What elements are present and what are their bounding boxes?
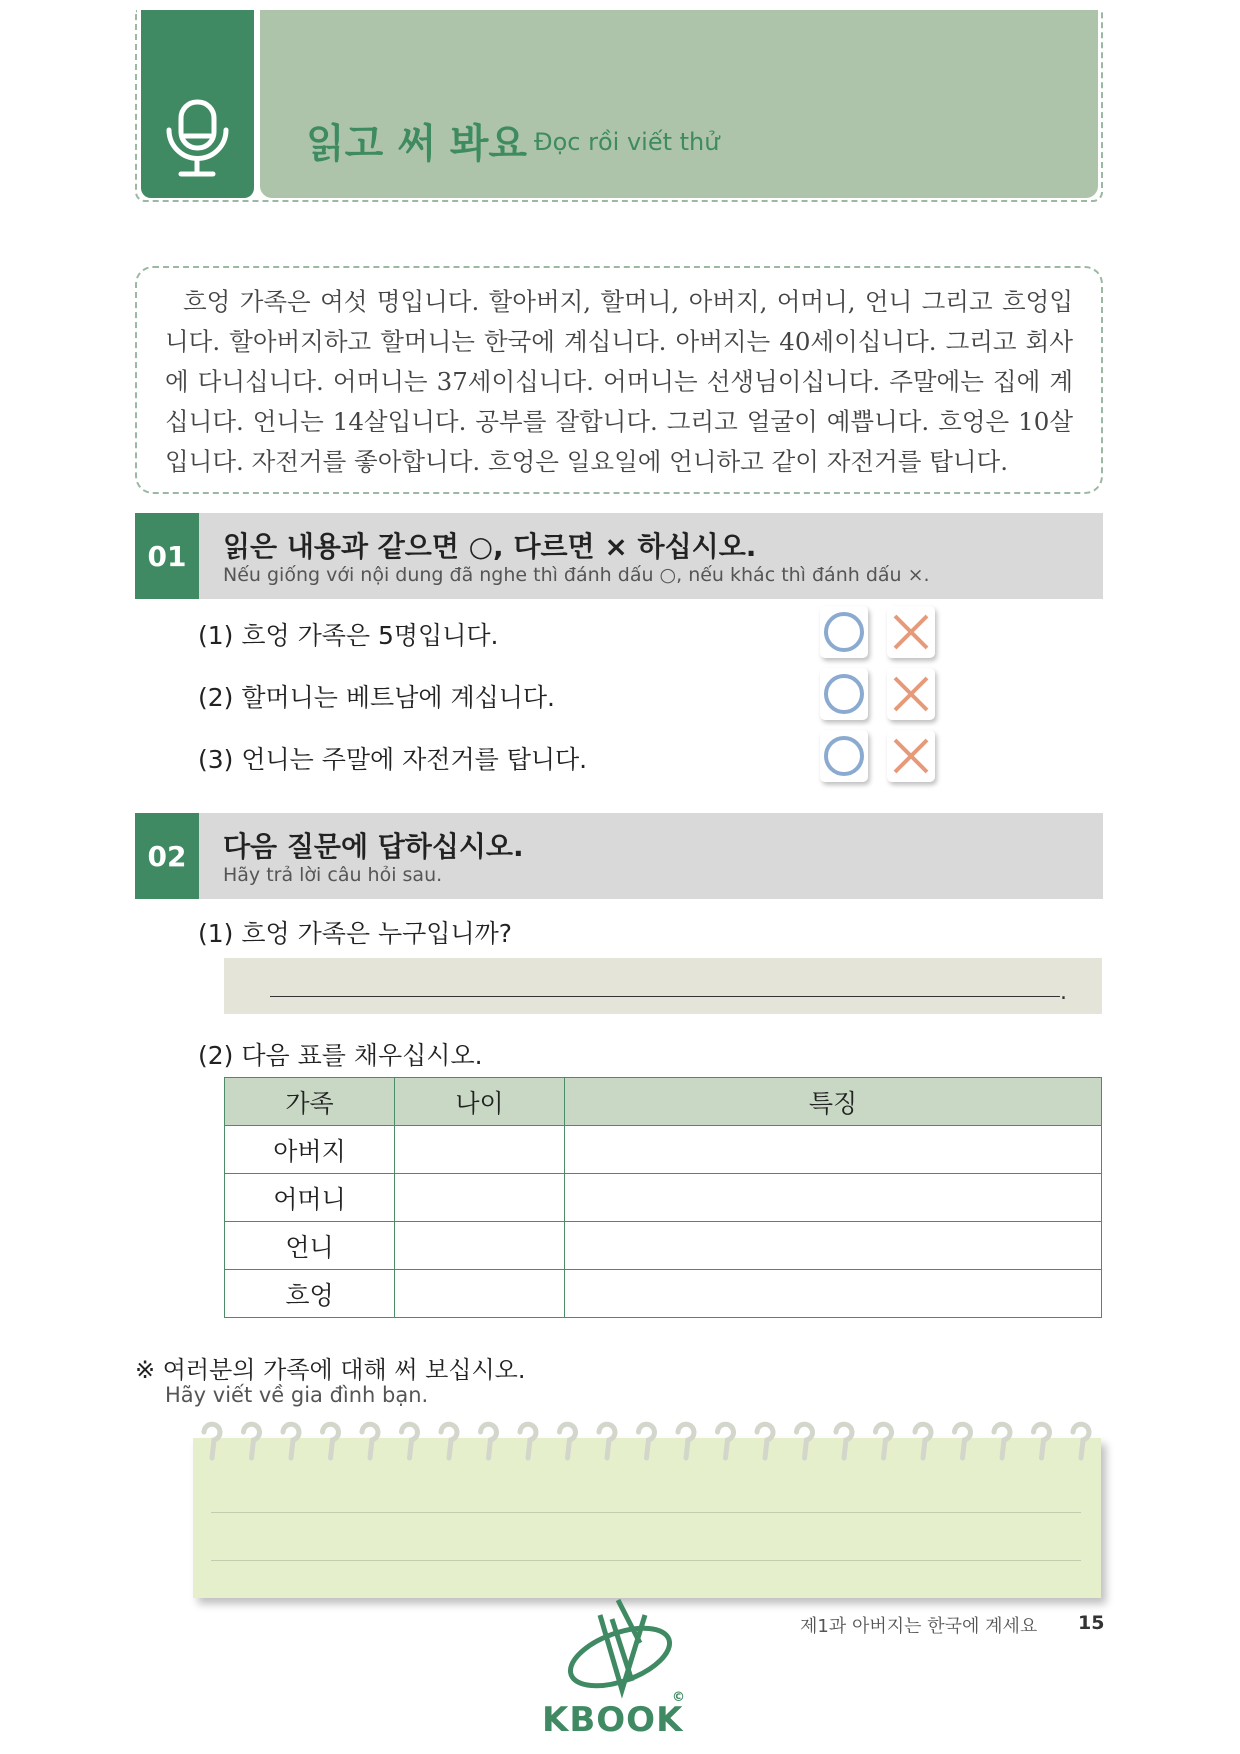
spiral-ring (481, 1424, 497, 1458)
chapter-footer: 제1과 아버지는 한국에 계세요 (800, 1616, 1038, 1637)
exercise-number: 01 (135, 513, 199, 599)
circle-mark-1[interactable] (820, 606, 868, 658)
spiral-ring (560, 1424, 576, 1458)
cross-mark-2[interactable] (887, 668, 935, 720)
family-table (224, 1077, 1102, 1318)
section-title: 읽고 써 봐요 (306, 121, 528, 167)
statement-1: (1) 흐엉 가족은 5명입니다. (198, 621, 499, 650)
feature-cell[interactable] (565, 1270, 1102, 1318)
spiral-ring (797, 1424, 813, 1458)
cross-icon (887, 730, 935, 782)
spiral-binding-icon (193, 1418, 1101, 1470)
spiral-ring (520, 1424, 536, 1458)
writing-instruction-translation: Hãy viết về gia đình bạn. (165, 1383, 429, 1407)
table-row (225, 1270, 1102, 1318)
exercise-subtitle: Nếu giống với nội dung đã nghe thì đánh dấu ○, nếu khác thì đánh dấu ×. (223, 564, 930, 586)
answer-period: . (1060, 980, 1067, 1005)
spiral-ring (994, 1424, 1010, 1458)
statement-3: (3) 언니는 주말에 자전거를 탑니다. (198, 745, 588, 774)
circle-mark-3[interactable] (820, 730, 868, 782)
circle-mark-2[interactable] (820, 668, 868, 720)
age-cell[interactable] (395, 1222, 565, 1270)
age-cell[interactable] (395, 1174, 565, 1222)
header-family: 가족 (225, 1078, 395, 1126)
exercise-01-header (135, 513, 1103, 599)
statement-2: (2) 할머니는 베트남에 계십니다. (198, 683, 556, 712)
table-row (225, 1222, 1102, 1270)
spiral-ring (757, 1424, 773, 1458)
spiral-ring (1073, 1424, 1089, 1458)
feature-cell[interactable] (565, 1126, 1102, 1174)
kbook-logo-text: KBOOK (542, 1700, 684, 1740)
spiral-ring (639, 1424, 655, 1458)
copyright-mark: © (672, 1690, 685, 1705)
answer-field-bg (224, 958, 1102, 1014)
table-header-row (225, 1078, 1102, 1126)
reading-passage: 흐엉 가족은 여섯 명입니다. 할아버지, 할머니, 아버지, 어머니, 언니 그리고 흐엉입니다. 할아버지하고 할머니는 한국에 계십니다. 아버지는 40세이십니다. 그리고 회사에 다니십니다. 어머니는 37세이십니다. 어머니는 선생님이십니다. 주말에는 집에 계십니다. 언니는 14살입니다. 공부를 잘합니다. 그리고 얼굴이 예쁩니다. 흐엉은 10살입니다. 자전거를 좋아합니다. 흐엉은 일요일에 언니하고 같이 자전거를 탑니다. (135, 266, 1103, 494)
exercise-title: 읽은 내용과 같으면 ○, 다르면 × 하십시오. (223, 530, 757, 563)
spiral-ring (204, 1424, 220, 1458)
writing-instruction: ※ 여러분의 가족에 대해 써 보십시오. (135, 1356, 526, 1384)
header-age: 나이 (395, 1078, 565, 1126)
row-label: 흐엉 (225, 1270, 395, 1318)
header-feature: 특징 (565, 1078, 1102, 1126)
table-row (225, 1126, 1102, 1174)
table-row (225, 1174, 1102, 1222)
spiral-ring (678, 1424, 694, 1458)
row-label: 아버지 (225, 1126, 395, 1174)
answer-field[interactable] (270, 996, 1060, 997)
exercise-subtitle: Hãy trả lời câu hỏi sau. (223, 864, 443, 886)
spiral-ring (876, 1424, 892, 1458)
circle-icon (820, 730, 868, 782)
spiral-ring (718, 1424, 734, 1458)
exercise-number: 02 (135, 813, 199, 899)
cross-icon (887, 668, 935, 720)
spiral-ring (915, 1424, 931, 1458)
spiral-ring (323, 1424, 339, 1458)
spiral-ring (955, 1424, 971, 1458)
circle-icon (820, 668, 868, 720)
circle-icon (820, 606, 868, 658)
kbook-logo-icon (560, 1595, 680, 1705)
microphone-icon (141, 10, 254, 198)
row-label: 어머니 (225, 1174, 395, 1222)
header-icon-box (141, 10, 254, 198)
spiral-ring (441, 1424, 457, 1458)
question-1: (1) 흐엉 가족은 누구입니까? (198, 919, 513, 948)
header-title-box (260, 10, 1098, 198)
section-subtitle: Đọc rồi viết thử (534, 128, 720, 156)
spiral-ring (362, 1424, 378, 1458)
age-cell[interactable] (395, 1270, 565, 1318)
spiral-ring (599, 1424, 615, 1458)
question-2: (2) 다음 표를 채우십시오. (198, 1041, 483, 1070)
writing-line (211, 1512, 1081, 1513)
writing-line (211, 1560, 1081, 1561)
page-number: 15 (1078, 1612, 1105, 1634)
exercise-02-header (135, 813, 1103, 899)
row-label: 언니 (225, 1222, 395, 1270)
spiral-ring (283, 1424, 299, 1458)
cross-mark-3[interactable] (887, 730, 935, 782)
spiral-ring (1034, 1424, 1050, 1458)
feature-cell[interactable] (565, 1222, 1102, 1270)
feature-cell[interactable] (565, 1174, 1102, 1222)
exercise-title: 다음 질문에 답하십시오. (223, 830, 524, 863)
cross-icon (887, 606, 935, 658)
spiral-ring (836, 1424, 852, 1458)
spiral-ring (402, 1424, 418, 1458)
spiral-ring (244, 1424, 260, 1458)
cross-mark-1[interactable] (887, 606, 935, 658)
age-cell[interactable] (395, 1126, 565, 1174)
